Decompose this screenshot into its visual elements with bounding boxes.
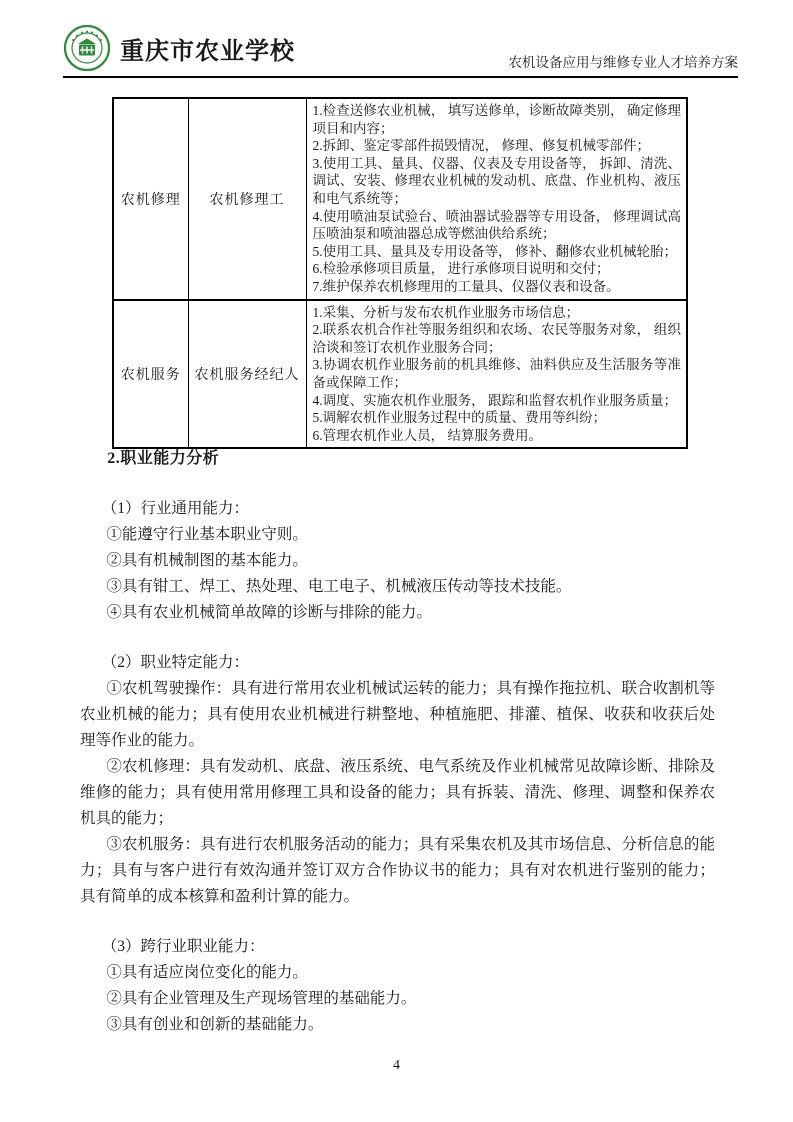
duty-item: 6.检验承修项目质量， 进行承修项目说明和交付；	[312, 261, 610, 277]
duty-item: 7.维护保养农机修理用的工量具、仪器仪表和设备。	[312, 278, 620, 294]
duties-cell	[306, 300, 687, 449]
duties-cell	[306, 98, 687, 300]
subsection-cross-industry	[80, 934, 715, 1038]
ability-item: ③农机服务：具有进行农机服务活动的能力；具有采集农机及其市场信息、分析信息的能力；具有与客户进行有效沟通并签订双方合作协议书的能力；具有对农机进行鉴别的能力；具有简单的成本核算和盈利计算的能力。	[80, 836, 715, 905]
duty-item: 5.调解农机作业服务过程中的质量、费用等纠纷；	[312, 410, 607, 426]
ability-list	[80, 522, 715, 626]
post-cell: 农机修理	[113, 98, 188, 300]
post-cell: 农机服务	[113, 300, 188, 449]
ability-item: ②具有机械制图的基本能力。	[106, 552, 308, 569]
ability-item: ②农机修理：具有发动机、底盘、液压系统、电气系统及作业机械常见故障诊断、排除及维修的能力；具有使用常用修理工具和设备的能力；具有拆装、清洗、修理、调整和保养农机具的能力；	[80, 758, 715, 827]
duty-item: 4.调度、实施农机作业服务， 跟踪和监督农机作业服务质量；	[312, 392, 677, 408]
ability-item: ②具有企业管理及生产现场管理的基础能力。	[106, 990, 417, 1007]
section-heading: 2.职业能力分析	[107, 450, 220, 467]
duty-item: 4.使用喷油泵试验台、喷油器试验器等专用设备， 修理调试高压喷油泵和喷油器总成等燃油供给系统；	[312, 208, 681, 242]
subsection-occupation-specific	[80, 650, 715, 910]
page-header	[63, 24, 738, 78]
subsection-heading: （2）职业特定能力：	[101, 654, 249, 671]
school-name: 重庆市农业学校	[120, 38, 295, 65]
ability-item: ③具有钳工、焊工、热处理、电工电子、机械液压传动等技术技能。	[106, 578, 572, 595]
school-seal-icon	[63, 24, 111, 72]
table-row	[113, 300, 687, 449]
duty-item: 2.联系农机合作社等服务组织和农场、农民等服务对象， 组织洽谈和签订农机作业服务合同；	[312, 322, 681, 355]
ability-item: ③具有创业和创新的基础能力。	[106, 1016, 324, 1033]
subsection-heading: （3）跨行业职业能力：	[101, 938, 265, 955]
ability-item: ①农机驾驶操作：具有进行常用农业机械试运转的能力；具有操作拖拉机、联合收割机等农业机械的能力；具有使用农业机械进行耕整地、种植施肥、排灌、植保、收获和收获后处理等作业的能力。	[80, 680, 715, 749]
doc-title: 农机设备应用与维修专业人才培养方案	[508, 55, 738, 70]
duty-item: 3.协调农机作业服务前的机具维修、油料供应及生活服务等准备或保障工作；	[312, 357, 681, 390]
ability-item: ①具有适应岗位变化的能力。	[106, 964, 308, 981]
occupation-duties-table	[112, 97, 688, 449]
school-brand	[63, 24, 295, 74]
table-row	[113, 98, 687, 300]
subsection-heading: （1）行业通用能力：	[101, 500, 249, 517]
occupation-cell: 农机服务经纪人	[188, 300, 306, 449]
duty-item: 1.采集、分析与发布农机作业服务市场信息；	[312, 304, 580, 320]
duty-item: 5.使用工具、量具及专用设备等， 修补、翻修农业机械轮胎；	[312, 243, 677, 259]
ability-list	[80, 960, 715, 1038]
ability-item: ①能遵守行业基本职业守则。	[106, 526, 308, 543]
subsection-industry-general	[80, 496, 715, 626]
duty-item: 1.检查送修农业机械， 填写送修单，诊断故障类别， 确定修理项目和内容；	[312, 103, 681, 136]
ability-item: ④具有农业机械简单故障的诊断与排除的能力。	[106, 604, 432, 621]
duty-item: 2.拆卸、鉴定零部件损毁情况， 修理、修复机械零部件；	[312, 138, 650, 154]
body-text	[80, 446, 715, 1038]
occupation-cell: 农机修理工	[188, 98, 306, 300]
duty-item: 6.管理农机作业人员， 结算服务费用。	[312, 427, 542, 443]
page-number: 4	[393, 1058, 400, 1073]
duty-item: 3.使用工具、量具、仪器、仪表及专用设备等， 拆卸、清洗、调试、安装、修理农业机械的发动机、底盘、作业机构、液压和电气系统等；	[312, 155, 681, 206]
ability-list	[80, 676, 715, 910]
